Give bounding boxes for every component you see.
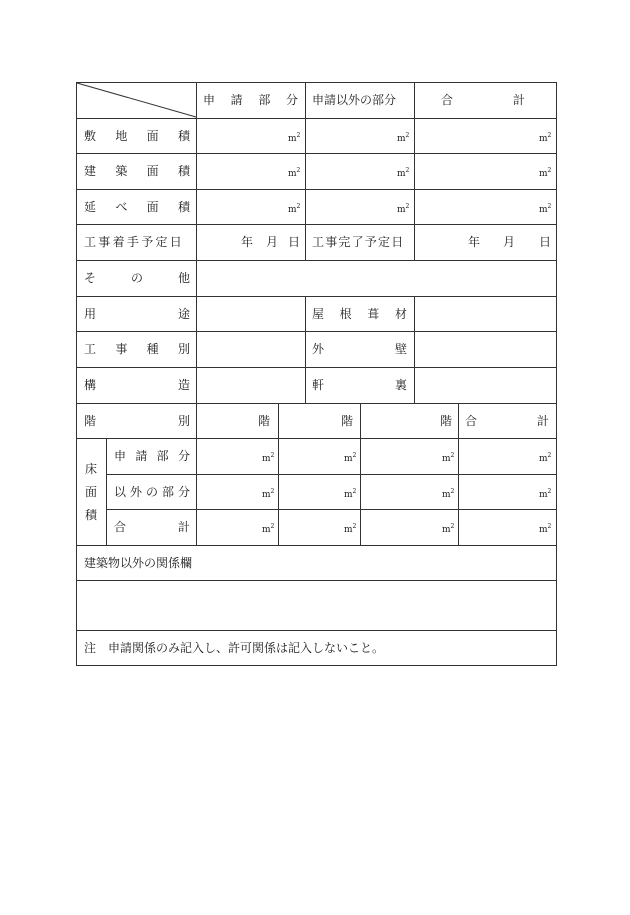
note-text: 注 申請関係のみ記入し、許可関係は記入しないこと。 [84,641,385,655]
row-label-youto: 用 途 [84,307,190,321]
header-igai-label: 申請以外の部分 [312,93,397,107]
floor-row-igai: 以 外 の 部 分 [114,485,190,499]
unit-m2: $m^2$ [442,452,455,464]
row-label-shikichi: 敷 地 面 積 [84,129,190,143]
unit-m2: $m^2$ [288,203,301,215]
row-label-kouzou: 構 造 [84,378,190,392]
date-nen: 年 [468,235,481,249]
unit-m2: $m^2$ [288,132,301,144]
floor-goukei-label: 合 計 [465,414,549,428]
row-label-yane: 屋 根 葺 材 [312,307,407,321]
unit-m2: $m^2$ [262,488,275,500]
unit-m2: $m^2$ [539,452,552,464]
unit-m2: $m^2$ [442,523,455,535]
unit-m2: $m^2$ [288,167,301,179]
date-hi: 日 [539,235,552,249]
floor-kai-label: 階 [440,414,453,428]
non-building-label: 建築物以外の関係欄 [84,556,193,570]
unit-m2: $m^2$ [262,452,275,464]
unit-m2: $m^2$ [539,488,552,500]
floor-row-shinsei: 申 請 部 分 [114,449,190,463]
floor-kai-label: 階 [341,414,354,428]
unit-m2: $m^2$ [442,488,455,500]
unit-m2: $m^2$ [397,203,410,215]
row-label-nobe: 延 べ 面 積 [84,200,190,214]
unit-m2: $m^2$ [344,452,357,464]
unit-m2: $m^2$ [397,132,410,144]
unit-m2: $m^2$ [539,132,552,144]
unit-m2: $m^2$ [539,167,552,179]
unit-m2: $m^2$ [262,523,275,535]
date-tsuki: 月 [503,235,516,249]
unit-m2: $m^2$ [344,488,357,500]
date-tsuki: 月 [266,235,279,249]
header-diagonal [77,83,196,117]
floor-area-label-1: 床 [85,462,98,476]
row-label-gaiheki: 外 壁 [312,342,407,356]
row-label-kaibetsu: 階 別 [84,414,190,428]
floor-row-goukei: 合 計 [114,520,190,534]
floor-area-label-2: 面 [85,485,98,499]
floor-kai-label: 階 [258,414,271,428]
floor-area-label-3: 積 [85,508,98,522]
header-goukei-label: 合 計 [441,93,525,107]
row-label-nokiura: 軒 裏 [312,378,407,392]
unit-m2: $m^2$ [539,203,552,215]
row-label-chakushu: 工事着手予定日 [84,235,185,249]
row-label-kanryo: 工事完了予定日 [312,235,405,249]
unit-m2: $m^2$ [539,523,552,535]
row-label-sonota: そ の 他 [84,271,190,285]
row-label-kenchiku: 建 築 面 積 [84,164,190,178]
date-nen: 年 [241,235,254,249]
unit-m2: $m^2$ [397,167,410,179]
unit-m2: $m^2$ [344,523,357,535]
row-label-koji-shubetsu: 工 事 種 別 [84,342,190,356]
header-shinsei-label: 申 請 部 分 [203,93,298,107]
date-hi: 日 [288,235,301,249]
